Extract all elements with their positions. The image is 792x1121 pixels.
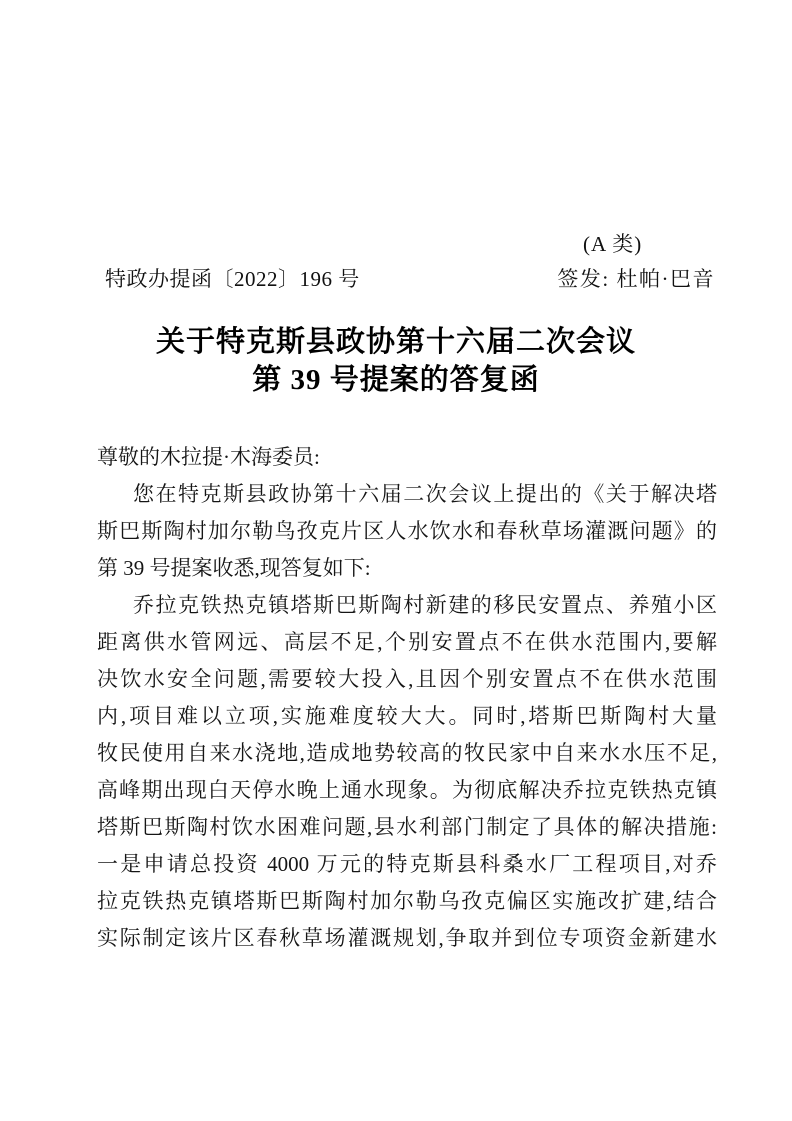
- body-line: 决饮水安全问题,需要较大投入,且因个别安置点不在供水范围: [97, 667, 717, 691]
- body-line: 距离供水管网远、高层不足,个别安置点不在供水范围内,要解: [97, 630, 717, 654]
- doc-signer: 签发: 杜帕·巴音: [557, 267, 715, 291]
- body-line: 乔拉克铁热克镇塔斯巴斯陶村新建的移民安置点、养殖小区: [133, 593, 717, 617]
- body-line: 尊敬的木拉提·木海委员:: [97, 445, 320, 469]
- body-line: 拉克铁热克镇塔斯巴斯陶村加尔勒乌孜克偏区实施改扩建,结合: [97, 889, 717, 913]
- doc-body: [97, 439, 717, 957]
- doc-class-label: (A 类): [583, 232, 643, 256]
- doc-title-line-2: 第 39 号提案的答复函: [252, 364, 540, 396]
- body-line: 您在特克斯县政协第十六届二次会议上提出的《关于解决塔: [133, 482, 717, 506]
- body-line: 实际制定该片区春秋草场灌溉规划,争取并到位专项资金新建水: [97, 926, 717, 950]
- body-line: 第 39 号提案收悉,现答复如下:: [97, 556, 371, 580]
- body-line: 一是申请总投资 4000 万元的特克斯县科桑水厂工程项目,对乔: [97, 852, 717, 876]
- doc-number: 特政办提函〔2022〕196 号: [105, 267, 360, 291]
- body-line: 高峰期出现白天停水晚上通水现象。为彻底解决乔拉克铁热克镇: [97, 778, 717, 802]
- doc-title: [0, 323, 792, 399]
- body-line: 塔斯巴斯陶村饮水困难问题,县水利部门制定了具体的解决措施:: [97, 815, 717, 839]
- body-line: 内,项目难以立项,实施难度较大大。同时,塔斯巴斯陶村大量: [97, 704, 717, 728]
- body-line: 斯巴斯陶村加尔勒鸟孜克片区人水饮水和春秋草场灌溉问题》的: [97, 519, 717, 543]
- doc-title-line-1: 关于特克斯县政协第十六届二次会议: [155, 326, 636, 358]
- doc-header-row: [97, 263, 717, 293]
- body-line: 牧民使用自来水浇地,造成地势较高的牧民家中自来水水压不足,: [97, 741, 717, 765]
